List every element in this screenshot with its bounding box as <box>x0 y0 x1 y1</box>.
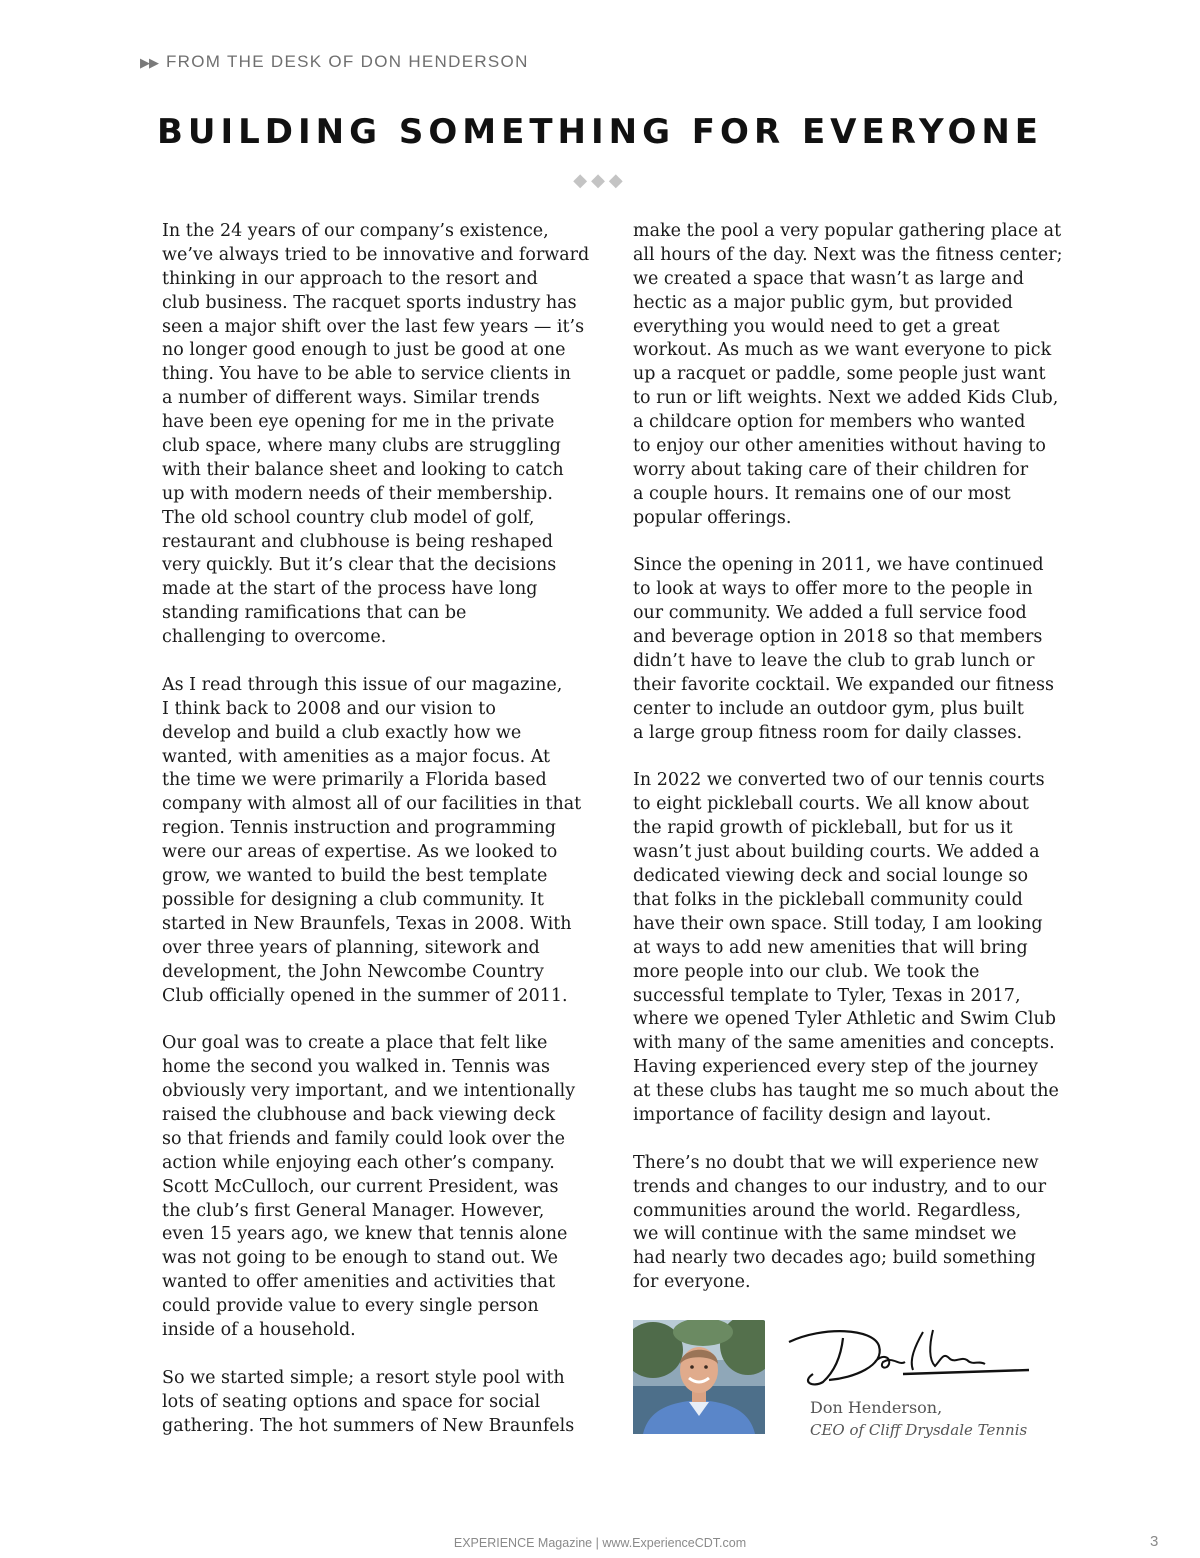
text-line: wasn’t just about building courts. We added a <box>633 842 1040 863</box>
section-label <box>140 52 529 72</box>
paragraph-gap <box>162 1343 582 1367</box>
text-line: region. Tennis instruction and programming <box>162 818 556 839</box>
text-line: we’ve always tried to be innovative and forward <box>162 244 590 265</box>
text-line: inside of a household. <box>162 1319 356 1340</box>
text-line: As I read through this issue of our magazine, <box>162 674 563 695</box>
text-line: raised the clubhouse and back viewing deck <box>162 1104 556 1125</box>
text-line: Since the opening in 2011, we have continued <box>633 555 1044 576</box>
text-line: no longer good enough to just be good at one <box>162 340 566 361</box>
text-line: a large group fitness room for daily classes. <box>633 722 1023 743</box>
text-line: our community. We added a full service food <box>633 603 1027 624</box>
text-line: a couple hours. It remains one of our most <box>633 483 1011 504</box>
text-line: In 2022 we converted two of our tennis courts <box>633 770 1045 791</box>
text-line: The old school country club model of golf, <box>162 507 535 528</box>
text-line: at these clubs has taught me so much about the <box>633 1081 1059 1102</box>
text-line: center to include an outdoor gym, plus built <box>633 698 1024 719</box>
author-title: CEO of Cliff Drysdale Tennis <box>810 1421 1028 1439</box>
text-line: to look at ways to offer more to the people in <box>633 579 1033 600</box>
text-line: lots of seating options and space for social <box>162 1391 541 1412</box>
text-line: develop and build a club exactly how we <box>162 722 522 743</box>
text-line: obviously very important, and we intentionally <box>162 1081 576 1102</box>
text-line: Having experienced every step of the journey <box>633 1057 1038 1078</box>
author-photo <box>633 1320 765 1434</box>
paragraph-gap <box>162 1008 582 1032</box>
text-line: trends and changes to our industry, and to our <box>633 1176 1047 1197</box>
text-line: have been eye opening for me in the private <box>162 412 555 433</box>
text-line: made at the start of the process have long <box>162 579 538 600</box>
text-line: hectic as a major public gym, but provided <box>633 292 1013 313</box>
text-line: we will continue with the same mindset we <box>633 1224 1017 1245</box>
article-column-left <box>162 220 590 1438</box>
text-line: wanted to offer amenities and activities that <box>162 1272 556 1293</box>
three-diamonds-icon: ◆◆◆ <box>573 170 627 191</box>
page-title: BUILDING SOMETHING FOR EVERYONE <box>156 112 1044 152</box>
double-arrow-right-icon: ▶▶ <box>140 55 158 70</box>
text-line: development, the John Newcombe Country <box>162 961 544 982</box>
text-line: dedicated viewing deck and social lounge so <box>633 866 1029 887</box>
text-line: home the second you walked in. Tennis was <box>162 1057 550 1078</box>
page-number: 3 <box>1150 1533 1159 1550</box>
paragraph-gap <box>633 746 1053 770</box>
text-line: for everyone. <box>633 1272 751 1293</box>
text-line: their favorite cocktail. We expanded our fitness <box>633 674 1054 695</box>
section-label-text: FROM THE DESK OF DON HENDERSON <box>166 52 529 71</box>
text-line: worry about taking care of their children for <box>633 459 1029 480</box>
text-line: grow, we wanted to build the best template <box>162 866 548 887</box>
text-line: to enjoy our other amenities without having to <box>633 436 1046 457</box>
text-line: possible for designing a club community. It <box>162 889 544 910</box>
text-line: Club officially opened in the summer of 2011. <box>162 985 568 1006</box>
text-line: the rapid growth of pickleball, but for us it <box>633 818 1013 839</box>
text-line: have their own space. Still today, I am looking <box>633 913 1043 934</box>
text-line: we created a space that wasn’t as large and <box>633 268 1024 289</box>
text-line: that folks in the pickleball community could <box>633 889 1023 910</box>
text-line: everything you would need to get a great <box>633 316 1000 337</box>
text-line: importance of facility design and layout. <box>633 1104 992 1125</box>
footer-text: EXPERIENCE Magazine | www.ExperienceCDT.com <box>453 1536 747 1550</box>
handwritten-signature <box>783 1316 1033 1396</box>
text-line: thing. You have to be able to service clients in <box>162 364 571 385</box>
text-line: thinking in our approach to the resort and <box>162 268 538 289</box>
text-line: There’s no doubt that we will experience new <box>633 1152 1039 1173</box>
text-line: all hours of the day. Next was the fitness center; <box>633 244 1063 265</box>
text-line: were our areas of expertise. As we looked to <box>162 842 558 863</box>
text-line: up a racquet or paddle, some people just want <box>633 364 1046 385</box>
text-line: gathering. The hot summers of New Braunfels <box>162 1415 575 1436</box>
text-line: club business. The racquet sports industry has <box>162 292 577 313</box>
text-line: Our goal was to create a place that felt like <box>162 1033 548 1054</box>
text-line: challenging to overcome. <box>162 627 387 648</box>
text-line: Scott McCulloch, our current President, was <box>162 1176 559 1197</box>
text-line: So we started simple; a resort style pool with <box>162 1367 565 1388</box>
text-line: didn’t have to leave the club to grab lunch or <box>633 651 1035 672</box>
text-line: restaurant and clubhouse is being reshaped <box>162 531 553 552</box>
text-line: popular offerings. <box>633 507 792 528</box>
text-line: club space, where many clubs are struggling <box>162 436 561 457</box>
paragraph-gap <box>633 1128 1053 1152</box>
text-line: action while enjoying each other’s company. <box>162 1152 555 1173</box>
text-line: where we opened Tyler Athletic and Swim Club <box>633 1009 1056 1030</box>
text-line: a number of different ways. Similar trends <box>162 388 540 409</box>
text-line: even 15 years ago, we knew that tennis alone <box>162 1224 568 1245</box>
text-line: could provide value to every single person <box>162 1296 539 1317</box>
text-line: the club’s first General Manager. However, <box>162 1200 545 1221</box>
text-line: very quickly. But it’s clear that the decisions <box>162 555 557 576</box>
text-line: started in New Braunfels, Texas in 2008. With <box>162 913 572 934</box>
text-line: with many of the same amenities and concepts. <box>633 1033 1055 1054</box>
text-line: at ways to add new amenities that will bring <box>633 937 1028 958</box>
text-line: successful template to Tyler, Texas in 2017, <box>633 985 1021 1006</box>
text-line: seen a major shift over the last few years — it’s <box>162 316 585 337</box>
text-line: the time we were primarily a Florida based <box>162 770 547 791</box>
text-line: more people into our club. We took the <box>633 961 980 982</box>
text-line: company with almost all of our facilities in that <box>162 794 582 815</box>
text-line: to eight pickleball courts. We all know about <box>633 794 1029 815</box>
text-line: a childcare option for members who wanted <box>633 412 1026 433</box>
paragraph-gap <box>633 531 1053 555</box>
text-line: up with modern needs of their membership. <box>162 483 553 504</box>
text-line: standing ramifications that can be <box>162 603 467 624</box>
text-line: In the 24 years of our company’s existence, <box>162 221 549 241</box>
text-line: had nearly two decades ago; build something <box>633 1248 1036 1269</box>
text-line: wanted, with amenities as a major focus. At <box>162 746 551 767</box>
text-line: was not going to be enough to stand out. We <box>162 1248 558 1269</box>
text-line: I think back to 2008 and our vision to <box>162 698 496 719</box>
text-line: with their balance sheet and looking to catch <box>162 459 564 480</box>
text-line: over three years of planning, sitework and <box>162 937 540 958</box>
text-line: to run or lift weights. Next we added Kids Club, <box>633 388 1059 409</box>
paragraph-gap <box>162 650 582 674</box>
article-column-right <box>633 220 1063 1295</box>
text-line: so that friends and family could look over the <box>162 1128 566 1149</box>
text-line: make the pool a very popular gathering place at <box>633 221 1062 241</box>
author-name: Don Henderson, <box>810 1398 943 1417</box>
text-line: workout. As much as we want everyone to pick <box>633 340 1052 361</box>
text-line: communities around the world. Regardless, <box>633 1200 1022 1221</box>
text-line: and beverage option in 2018 so that members <box>633 627 1043 648</box>
